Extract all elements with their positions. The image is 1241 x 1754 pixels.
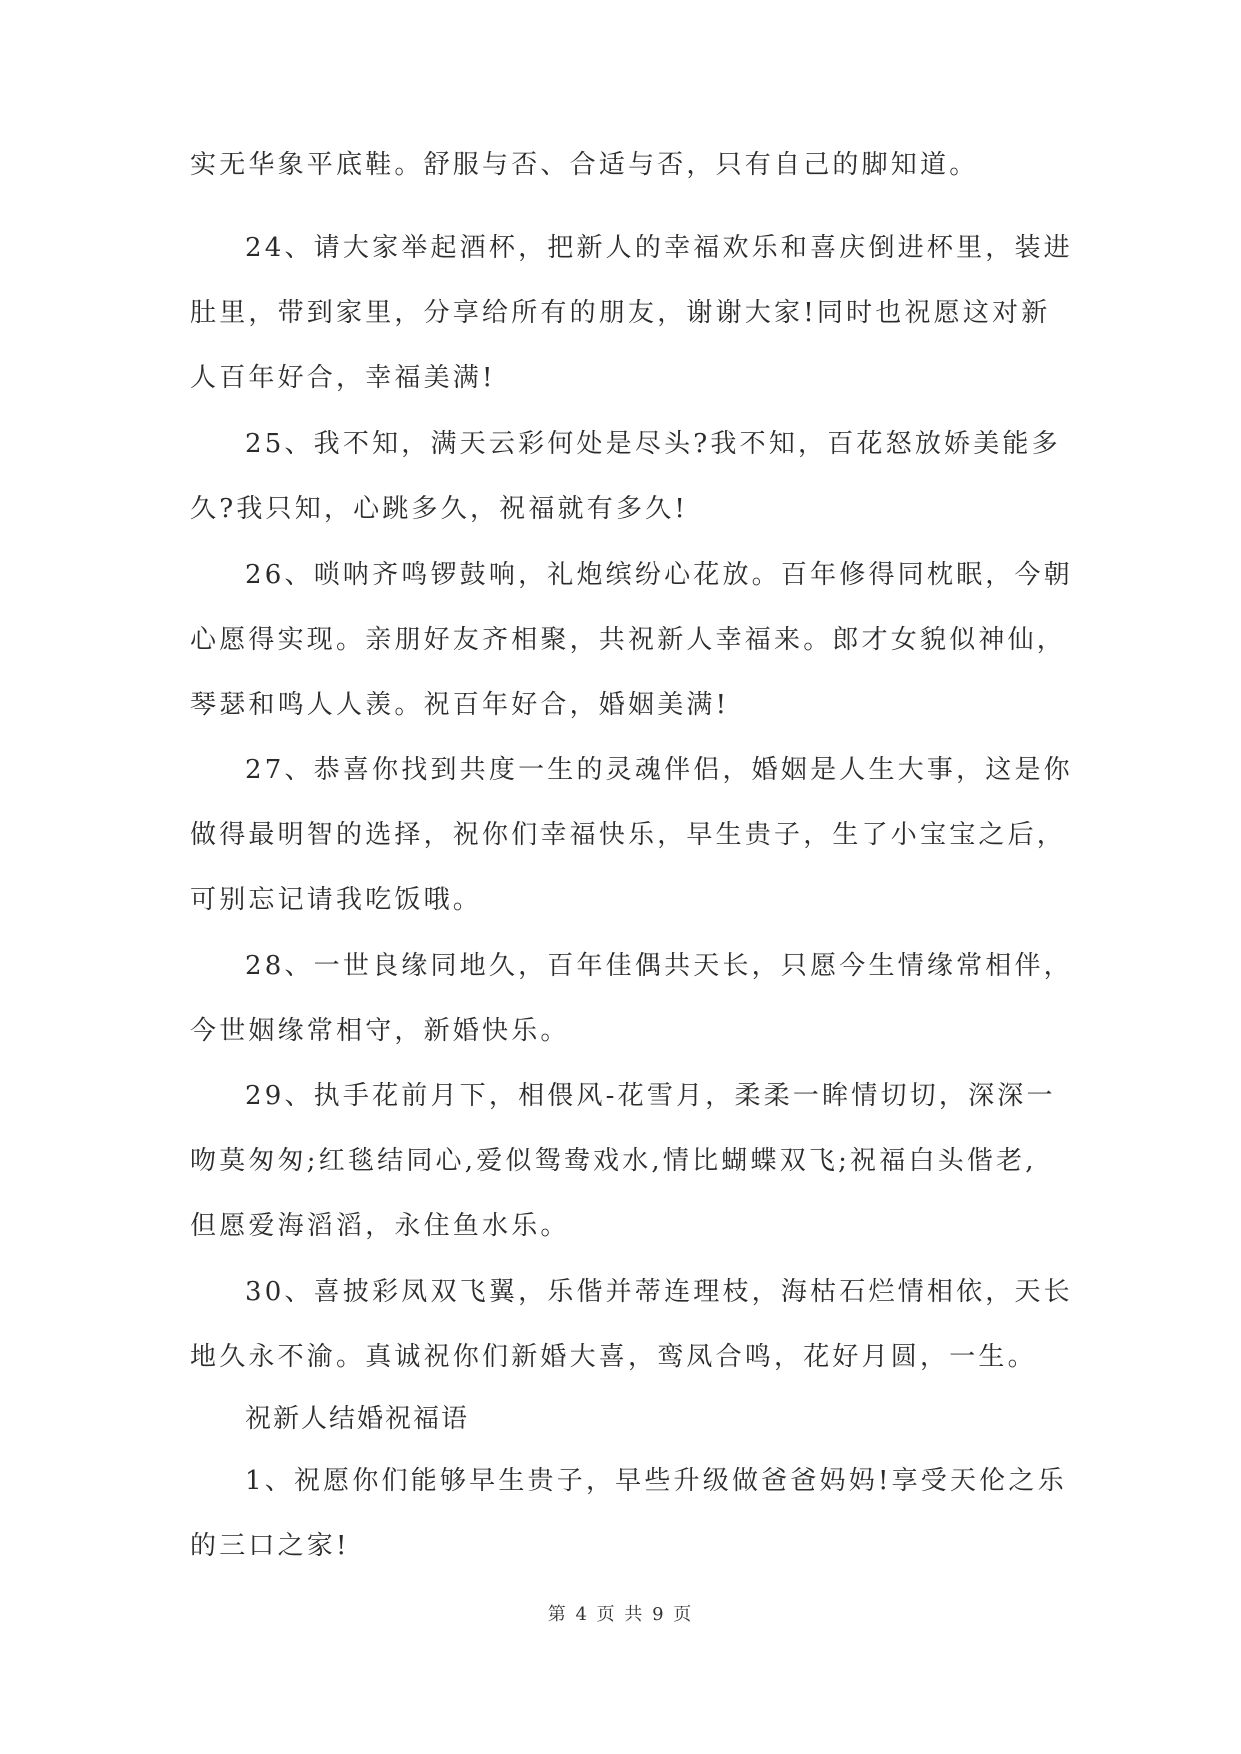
text-line: 但愿爱海滔滔，永住鱼水乐。 <box>190 1211 570 1241</box>
text-line: 今世姻缘常相守，新婚快乐。 <box>190 1016 570 1046</box>
text-line: 久?我只知，心跳多久，祝福就有多久! <box>190 494 688 524</box>
text-line: 实无华象平底鞋。舒服与否、合适与否，只有自己的脚知道。 <box>190 150 979 180</box>
page-number-footer: 第 4 页 共 9 页 <box>547 1604 694 1625</box>
text-line: 可别忘记请我吃饭哦。 <box>190 885 483 915</box>
text-line: 30、喜披彩凤双飞翼，乐偕并蒂连理枝，海枯石烂情相依，天长 <box>245 1277 1073 1307</box>
section-heading: 祝新人结婚祝福语 <box>245 1404 470 1434</box>
text-line: 肚里，带到家里，分享给所有的朋友，谢谢大家!同时也祝愿这对新 <box>190 298 1051 328</box>
text-line: 26、唢呐齐鸣锣鼓响，礼炮缤纷心花放。百年修得同枕眠，今朝 <box>245 560 1073 590</box>
text-line: 1、祝愿你们能够早生贵子，早些升级做爸爸妈妈!享受天伦之乐 <box>245 1466 1067 1496</box>
text-line: 地久永不渝。真诚祝你们新婚大喜，鸾凤合鸣，花好月圆，一生。 <box>190 1342 1037 1372</box>
text-line: 28、一世良缘同地久，百年佳偶共天长，只愿今生情缘常相伴， <box>245 951 1073 981</box>
text-line: 人百年好合，幸福美满! <box>190 363 496 393</box>
text-line: 做得最明智的选择，祝你们幸福快乐，早生贵子，生了小宝宝之后， <box>190 820 1067 850</box>
text-line: 的三口之家! <box>190 1531 350 1561</box>
text-line: 心愿得实现。亲朋好友齐相聚，共祝新人幸福来。郎才女貌似神仙， <box>190 625 1067 655</box>
text-line: 吻莫匆匆;红毯结同心,爱似鸳鸯戏水,情比蝴蝶双飞;祝福白头偕老, <box>190 1146 1037 1176</box>
text-line: 27、恭喜你找到共度一生的灵魂伴侣，婚姻是人生大事，这是你 <box>245 755 1073 785</box>
text-line: 琴瑟和鸣人人羡。祝百年好合，婚姻美满! <box>190 690 730 720</box>
text-line: 29、执手花前月下，相偎风-花雪月，柔柔一眸情切切，深深一 <box>245 1081 1056 1111</box>
text-line: 25、我不知，满天云彩何处是尽头?我不知，百花怒放娇美能多 <box>245 429 1061 459</box>
text-line: 24、请大家举起酒杯，把新人的幸福欢乐和喜庆倒进杯里，装进 <box>245 233 1073 263</box>
